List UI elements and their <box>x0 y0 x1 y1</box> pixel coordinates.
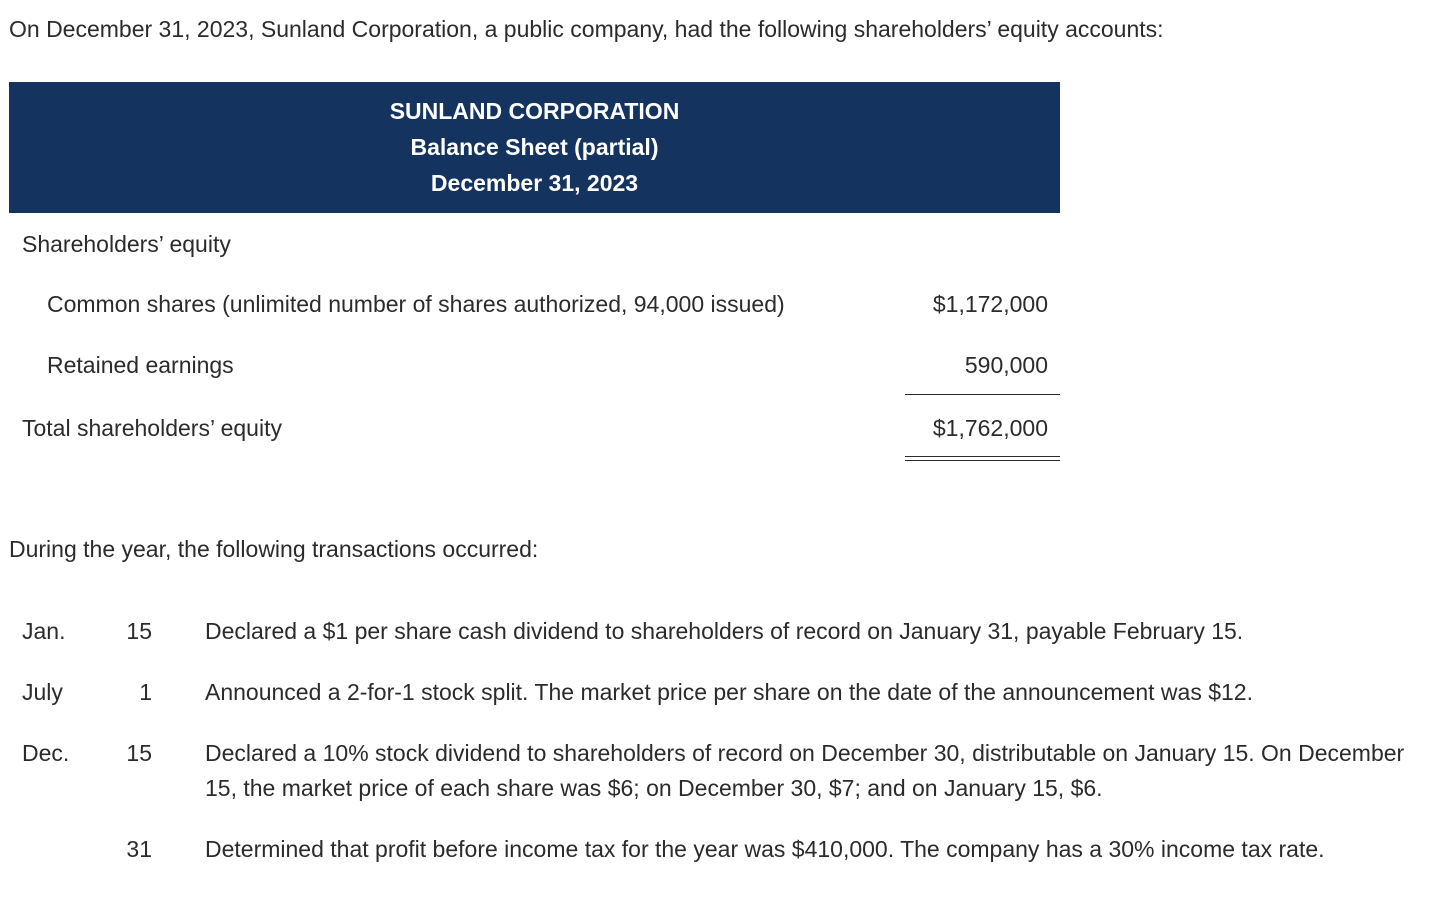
transaction-month: Jan. <box>22 618 66 644</box>
transaction-day: 15 <box>126 618 152 644</box>
transaction-month: July <box>22 679 63 705</box>
section-label: Shareholders’ equity <box>22 231 231 257</box>
transaction-description: Declared a $1 per share cash dividend to shareholders of record on January 31, payable February 15. <box>205 618 1244 644</box>
total-equity-label: Total shareholders’ equity <box>22 415 282 441</box>
statement-date: December 31, 2023 <box>430 170 639 196</box>
company-name: SUNLAND CORPORATION <box>389 98 680 124</box>
transaction-day: 15 <box>126 740 152 766</box>
transaction-description: Declared a 10% stock dividend to shareholders of record on December 30, distributable on January 15. On December 15, the market price of each share was $6; on December 30, $7; and on January 15, $6. <box>205 740 1405 801</box>
total-equity-amount: $1,762,000 <box>932 415 1048 441</box>
statement-title: Balance Sheet (partial) <box>410 134 659 160</box>
transaction-day: 31 <box>126 836 152 862</box>
common-shares-label: Common shares (unlimited number of shares authorized, 94,000 issued) <box>47 291 785 317</box>
transaction-description: Determined that profit before income tax for the year was $410,000. The company has a 30% income tax rate. <box>205 836 1325 862</box>
common-shares-amount: $1,172,000 <box>932 291 1048 317</box>
subtotal-rule <box>905 394 1060 395</box>
retained-earnings-amount: 590,000 <box>964 352 1048 378</box>
total-double-rule <box>905 456 1060 461</box>
retained-earnings-label: Retained earnings <box>47 352 234 378</box>
balance-sheet-header <box>9 82 1060 213</box>
transaction-day: 1 <box>139 679 152 705</box>
intro-text: On December 31, 2023, Sunland Corporation, a public company, had the following shareholders’ equity accounts: <box>9 16 1164 42</box>
transaction-description: Announced a 2-for-1 stock split. The market price per share on the date of the announcement was $12. <box>205 679 1253 705</box>
transaction-month: Dec. <box>22 740 70 766</box>
transactions-intro: During the year, the following transactions occurred: <box>9 536 539 562</box>
